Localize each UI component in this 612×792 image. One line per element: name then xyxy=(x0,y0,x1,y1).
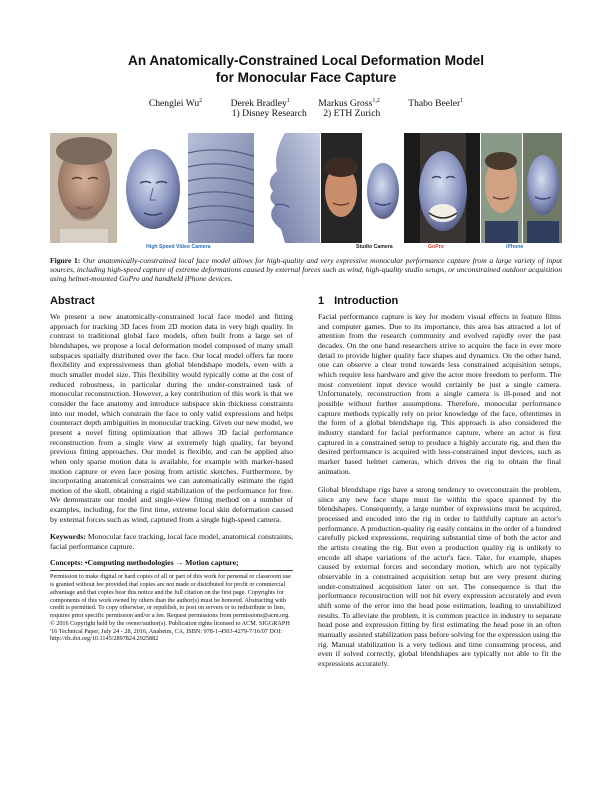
concepts-label: Concepts: xyxy=(50,557,83,567)
keywords-label: Keywords: xyxy=(50,532,86,542)
affiliation: 1) Disney Research xyxy=(231,108,307,119)
keywords xyxy=(50,532,293,551)
gopro-overlay xyxy=(404,133,481,243)
photo-studio xyxy=(321,133,361,243)
figure-caption xyxy=(50,256,562,283)
intro-paragraph-2: Global blendshape rigs have a strong tendency to overconstrain the problem, since any new face shape must lie within the space spanned by the blendshapes. Consequently, a large number of expressions must be acquired, processed and encoded into the rig in order to faithfully capture an actor's performance. A production-quality rig easily contains in the order of a hundred carefully picked expressions, requiring substantial time of both the actor and the artists creating the rig. But even a production quality rig is unlikely to encode all shape variations of the actor's face. Take, for example, shapes caused by external forces and secondary motion, which are not typically observable in a constrained acquisition setup but are very present during under-constrained acquisition later on set. The consequence is that the performance reconstruction will not hit every expression accurately and even shift some of the error into the head pose estimation, leading to unstabilized results. To alleviate the problem, it is common practice in industry to separate head pose and expression fitting by first estimating the head pose in an often manually assisted stabilization pass before solving for the expression using the rig. Manual stabilization is a very tedious and time consuming process, and even if solved correctly, global blendshapes are typically not able to fit the expressions accurately. xyxy=(318,485,561,668)
abstract-heading: Abstract xyxy=(50,295,95,307)
mesh-studio xyxy=(363,133,403,243)
keywords-text: Monocular face tracking, local face model, anatomical constraints, facial performance capture. xyxy=(50,532,294,552)
label-studio: Studio Camera xyxy=(356,244,393,250)
permission-notice: Permission to make digital or hard copies of all or part of this work for personal or classroom use is granted without fee provided that copies are not made or distributed for profit or commercial advantage and that copies bear this notice and the full citation on the first page. Copyrights for components of this work owned by others than the author(s) must be honored. Abstracting with credit is permitted. To copy otherwise, or republish, to post on servers or to redistribute to lists, requires prior specific permission and/or a fee. Request permissions from permissions@acm.org. © 2016 Copyright held by the owner/author(s). Publication rights licensed to ACM. SIGGRAPH '16 Technical Paper, July 24 - 28, 2016, Anaheim, CA, ISBN: 978-1-4503-4279-7/16/07 DOI: http://dx.doi.org/10.1145/2897824.2925882 xyxy=(50,570,293,643)
title-line-1: An Anatomically-Constrained Local Deformation Model xyxy=(128,53,484,68)
paper-title xyxy=(0,52,612,86)
label-high-speed: High Speed Video Camera xyxy=(146,244,211,250)
mesh-iphone xyxy=(523,133,562,243)
author: Thabo Beeler$^1$ xyxy=(408,98,464,110)
affiliation: 2) ETH Zurich xyxy=(323,108,381,119)
mesh-render-front xyxy=(118,133,187,243)
intro-heading xyxy=(318,294,561,308)
author: Chenglei Wu$^2$ xyxy=(148,98,203,110)
concepts xyxy=(50,558,293,568)
teaser-figure xyxy=(50,133,562,243)
label-gopro: GoPro xyxy=(428,244,444,250)
figure-label: Figure 1: xyxy=(50,256,81,265)
abstract-text: We present a new anatomically-constrained local face model and fitting approach for tracking 3D faces from 2D motion data in very high quality. In contrast to traditional global face models, often built from a large set of blendshapes, we propose a local deformation model composed of many small subspaces spatially distributed over the face. Our local model offers far more flexibility and expressiveness than global blendshape models, even with a much smaller model size. This flexibility would typically come at the cost of reduced robustness, in particular during the under-constrained task of monocular reconstruction. However, a key contribution of this work is that we consider the face anatomy and introduce subspace skin thickness constraints into our model, which constrain the face to only valid expressions and helps counteract depth ambiguities in monocular tracking. Given our new model, we present a novel fitting optimization that allows 3D facial performance reconstruction from a single view at extremely high quality, far beyond previous fitting approaches. Our model is flexible, and can be applied also when only sparse motion data is available, for example with marker-based motion capture or even face posing from artistic sketches. Furthermore, by incorporating anatomical constraints we can automatically estimate the rigid motion of the skull, obtaining a rigid stabilization of the performance for free. We demonstrate our model and single-view fitting method on a number of examples, including, for the first time, extreme local skin deformation caused by external forces such as wind, captured from a single high-speed camera. xyxy=(50,312,293,524)
figure-caption-text: Our anatomically-constrained local face model allows for high-quality and very expressive monocular performance capture from a large variety of input sources, including high-speed capture of extreme deformations caused by external forces such as wind, high-quality studio setups, or unconstrained outdoor acquisition using helmet-mounted GoPro and handheld iPhone devices. xyxy=(50,256,562,284)
right-column xyxy=(318,294,561,669)
teaser-labels xyxy=(50,244,562,254)
concepts-text: •Computing methodologies → Motion capture; xyxy=(84,557,239,567)
section-title: Introduction xyxy=(334,295,399,307)
left-column xyxy=(50,294,293,643)
section-number: 1 xyxy=(318,295,325,307)
author: Derek Bradley$^1$ xyxy=(230,98,290,110)
mesh-closeup-wrinkles xyxy=(188,133,255,243)
photo-iphone xyxy=(481,133,521,243)
mesh-profile-lips xyxy=(255,133,320,243)
author: Markus Gross$^{1,2}$ xyxy=(318,98,380,110)
affiliations xyxy=(0,108,612,120)
intro-paragraph-1: Facial performance capture is key for modern visual effects in feature films and computer games. Due to its importance, this area has attracted a lot of attention from the research community and evolved rapidly over the past decades. On the one hand researchers strive to acquire the face in ever more detail to provide higher quality face shapes and dynamics. On the other hand, one can observe a clear trend towards less constrained acquisition setups, which require less hardware and give the actor more freedom to perform. The most convenient input device would certainly be just a single camera. Unfortunately, reconstruction from a single camera is ill-posed and not possible without further assumptions. Therefore, monocular performance capture methods typically rely on prior knowledge of the face, oftentimes in the form of a global blendshape rig. This approach is also considered the industry standard for facial performance capture, where an actor is first captured in a constrained setup to produce a highly accurate rig, and then the desired performance is acquired with less-constrained input devices, such as marker based helmet cameras, which drives the rig to obtain the final animation. xyxy=(318,312,561,476)
title-line-2: for Monocular Face Capture xyxy=(215,70,397,85)
label-iphone: iPhone xyxy=(506,244,524,250)
photo-face-high-speed xyxy=(50,133,117,243)
